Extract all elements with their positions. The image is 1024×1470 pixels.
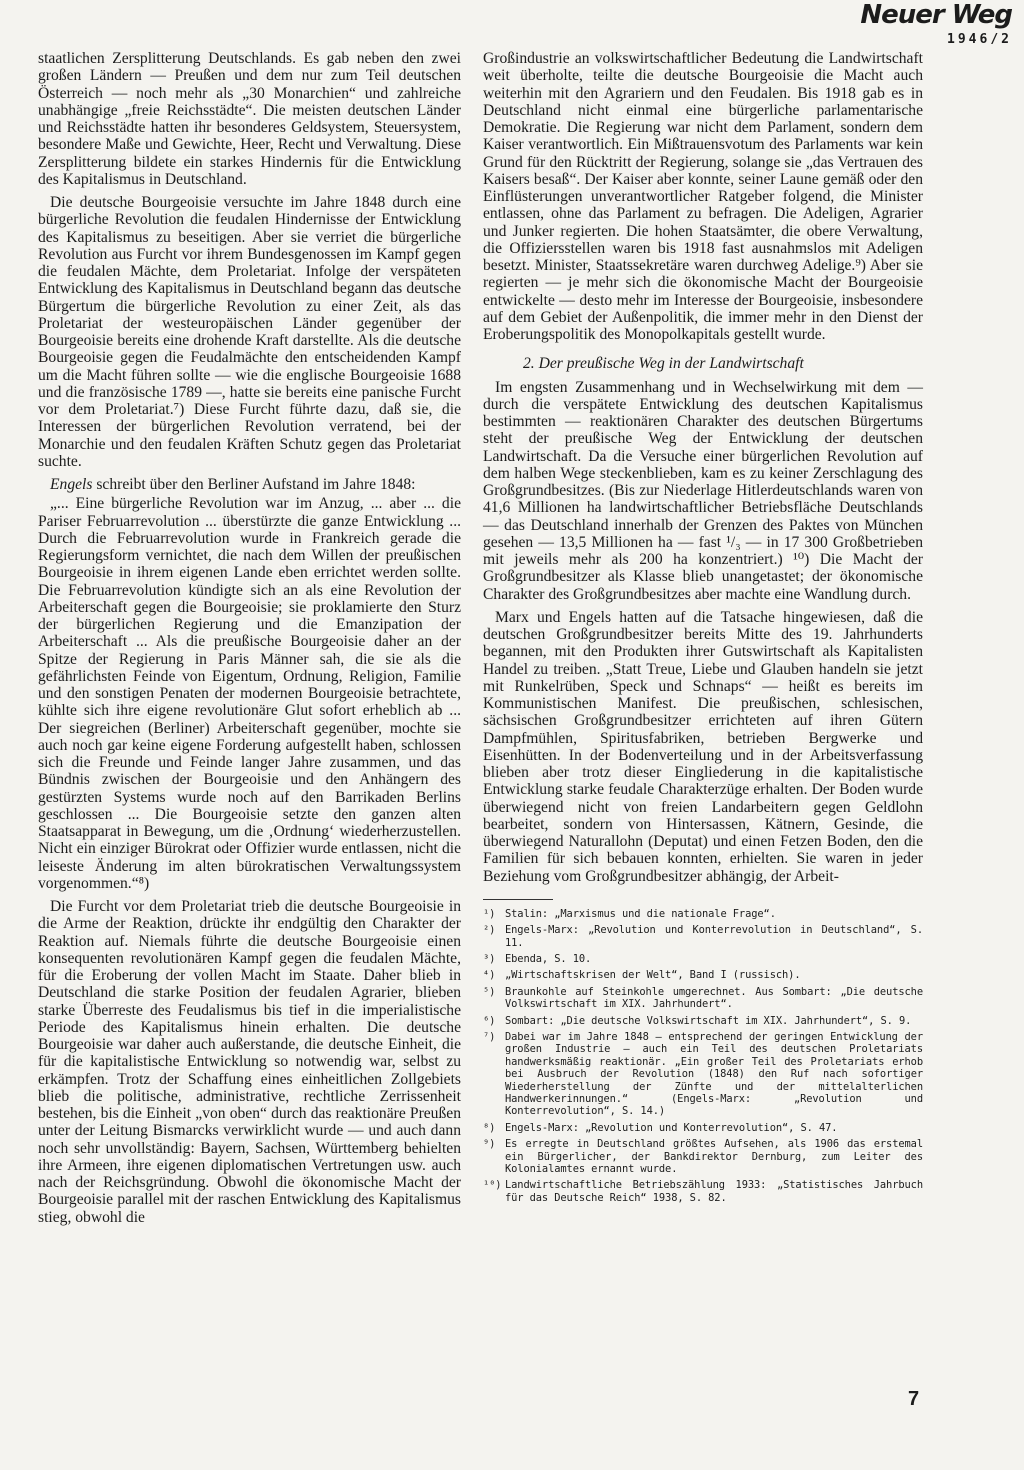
masthead [860,0,1012,47]
footnote-text: Dabei war im Jahre 1848 — entsprechend der geringen Entwicklung der großen Industrie — auch ein Teil des deutschen Proletariats handwerksmäßig reaktionär. „Ein großer Teil des Proletariats erhob bei Ausbruch der Revolution (1848) den Ruf nach sofortiger Wiederherstellung der Zünfte und der mittelalterlichen Handwerkerinnungen.“ (Engels-Marx: „Revolution und Konterrevolution“, S. 14.) [505,1031,923,1118]
left-column [38,50,461,1232]
footnote [483,1138,923,1175]
footnote [483,986,923,1011]
paragraph: staatlichen Zersplitterung Deutschlands. Es gab neben den zwei großen Ländern — Preußen und dem nur zum Teil deutschen Österreich — noch mehr als „30 Monarchien“ und zahlreiche unabhängige „freie Reichsstädte“. Die meisten deutschen Länder und Reichsstädte hatten ihr besonderes Geldsystem, Steuersystem, besondere Maße und Gewichte, Heer, Recht und Verwaltung. Diese Zersplitterung bildete ein starkes Hindernis für die Entwicklung des Kapitalismus in Deutschland. [38,50,461,188]
footnote-mark: ⁶) [483,1014,496,1027]
footnote-mark: ¹⁰) [483,1179,502,1192]
footnote [483,1031,923,1118]
footnote [483,1015,923,1027]
footnote-divider [483,899,553,900]
footnote-text: Sombart: „Die deutsche Volkswirtschaft im XIX. Jahrhundert“, S. 9. [505,1014,912,1027]
author-name: Engels [50,476,93,493]
footnote-mark: ⁴) [483,969,496,982]
footnote-text: Ebenda, S. 10. [505,952,592,965]
footnote-mark: ⁷) [483,1031,496,1043]
footnote-mark: ²) [483,924,496,937]
paragraph: Marx und Engels hatten auf die Tatsache hingewiesen, daß die deutschen Großgrundbesitzer bereits Mitte des 19. Jahrhunderts begannen, mit den Produkten ihrer Gutswirtschaft als Kapitalisten Handel zu treiben. „Statt Treue, Liebe und Glauben handeln sie jetzt mit Runkelrüben, Speck und Schnaps“ — heißt es bereits im Kommunistischen Manifest. Die preußischen, schlesischen, sächsischen Großgrundbesitzer errichteten auf ihren Gütern Dampfmühlen, Spiritusfabriken, betrieben Bergwerke und Eisenhütten. In der Bodenverteilung und in der Arbeitsverfassung blieben aber trotz dieser Eingliederung in die kapitalistische Entwicklung starke feudale Charakterzüge erhalten. Der Boden wurde überwiegend nicht von freien Landarbeitern gegen Geldlohn bearbeitet, sondern von Hintersassen, Kätnern, Gesinde, die überwiegend Naturallohn (Deputat) und einen Fetzen Boden, den die Familien für sich bebauen konnten, erhielten. Sie waren in jeder Beziehung vom Großgrundbesitzer abhängig, der Arbeit- [483,608,923,885]
paragraph: Großindustrie an volkswirtschaftlicher Bedeutung die Landwirtschaft weit überholte, teilte die deutsche Bourgeoisie die Macht auch weiterhin mit den Agrariern und den Feudalen. Bis 1918 gab es in Deutschland nicht einmal eine bürgerliche parlamentarische Demokratie. Die Regierung war nicht dem Parlament, sondern dem Kaiser verantwortlich. Ein Mißtrauensvotum des Parlaments war kein Grund für den Rücktritt der Regierung, solange sie „das Vertrauen des Kaisers besaß“. Der Kaiser aber konnte, seiner Laune gemäß oder den Einflüsterungen unverantwortlicher Ratgeber folgend, die Minister entlassen, ohne das Parlament zu befragen. Die Adeligen, Agrarier und Junker regierten. Die hohen Staatsämter, die obere Verwaltung, die Offiziersstellen waren bis 1918 fast ausnahmslos mit Adeligen besetzt. Minister, Staatssekretäre waren durchweg Adelige.⁹) Aber sie regierten — je mehr sich die ökonomische Macht der Bourgeoisie entwickelte — desto mehr im Interesse der Bourgeoisie, insbesondere auf dem Gebiet der Außenpolitik, die immer mehr in den Dienst der Eroberungspolitik des Monopolkapitals gestellt wurde. [483,50,923,343]
footnote-text: Engels-Marx: „Revolution und Konterrevolution in Deutschland“, S. 11. [505,924,923,949]
footnote [483,924,923,949]
footnotes [483,908,923,1205]
page-number: 7 [908,1388,920,1410]
paragraph: Im engsten Zusammenhang und in Wechselwirkung mit dem — durch die verspätete Entwicklung des deutschen Kapitalismus bestimmten — reaktionären Charakter des deutschen Bürgertums steht der preußische Weg der Entwicklung der deutschen Landwirtschaft. Da die Versuche einer bürgerlichen Revolution auf dem halben Wege steckenblieben, kam es zu keiner Zerschlagung des Großgrundbesitzes. (Bis zur Niederlage Hitlerdeutschlands waren von 41,6 Millionen ha landwirtschaftlicher Betriebsfläche Deutschlands — das Deutschland innerhalb der Grenzen des Paktes von München gesehen — 13,5 Millionen ha — fast ¹/₃ — in 17 300 Großbetrieben mit jeweils mehr als 200 ha konzentriert.) ¹⁰) Die Macht der Großgrundbesitzer als Klasse blieb unangetastet; der ökonomische Charakter des Großgrundbesitzes aber machte eine Wandlung durch. [483,378,923,603]
footnote [483,969,923,981]
footnote [483,953,923,965]
paragraph: Die deutsche Bourgeoisie versuchte im Jahre 1848 durch eine bürgerliche Revolution die feudalen Hindernisse der Entwicklung des Kapitalismus zu beseitigen. Aber sie verriet die bürgerliche Revolution aus Furcht vor ihrem Bundesgenossen im Kampf gegen die feudalen Mächte, dem Proletariat. Infolge der verspäteten Entwicklung des Kapitalismus in Deutschland begann das deutsche Bürgertum die bürgerliche Revolution zu einer Zeit, als das Proletariat der westeuropäischen Länder gegenüber der Bourgeoisie bereits eine drohende Kraft darstellte. Als die deutsche Bourgeoisie gegen die Feudalmächte den entscheidenden Kampf um die Macht führen sollte — wie die englische Bourgeoisie 1688 und die französische 1789 —, hatte sie bereits eine panische Furcht vor dem Proletariat.⁷) Diese Furcht führte dazu, daß sie, die Interessen der bürgerlichen Revolution verratend, bei der Monarchie und den feudalen Kräften Schutz gegen das Proletariat suchte. [38,194,461,470]
paragraph: Die Furcht vor dem Proletariat trieb die deutsche Bourgeoisie in die Arme der Reaktion, drückte ihr endgültig den Charakter der Reaktion auf. Niemals führte die deutsche Bourgeoisie einen konsequenten revolutionären Kampf gegen die feudalen Mächte, für die Eroberung der vollen Macht im Staate. Daher blieb in Deutschland die starke Position der feudalen Agrarier, blieben starke Überreste des Feudalismus bis tief in die imperialistische Periode des Kapitalismus hinein erhalten. Die deutsche Bourgeoisie war daher auch außerstande, die deutsche Einheit, die für die kapitalistische Entwicklung so notwendig war, selbst zu erkämpfen. Trotz der Schaffung eines einheitlichen Zollgebiets blieb die politische, administrative, rechtliche Zerrissenheit bestehen, bis die Einheit „von oben“ durch das reaktionäre Preußen unter der Leitung Bismarcks verwirklicht wurde — und auch dann noch sehr unvollständig: Bayern, Sachsen, Württemberg behielten ihre Armeen, ihre eigenen diplomatischen Vertretungen usw. auch nach der Reichsgründung. Obwohl die ökonomische Macht der Bourgeoisie parallel mit der raschen Entwicklung des Kapitalismus stieg, obwohl die [38,898,461,1226]
footnote-text: Braunkohle auf Steinkohle umgerechnet. Aus Sombart: „Die deutsche Volkswirtschaft im XIX. Jahrhundert“. [505,985,923,1011]
footnote-mark: ⁹) [483,1138,496,1151]
footnote [483,1122,923,1134]
paragraph [38,476,461,493]
footnote [483,1179,923,1204]
footnote-mark: ³) [483,952,496,965]
footnote-text: Landwirtschaftliche Betriebszählung 1933: „Statistisches Jahrbuch für das Deutsche Reich“ 1938, S. 82. [505,1179,923,1204]
footnote-mark: ⁸) [483,1121,496,1134]
right-column [483,50,923,1208]
issue-number: 1946/2 [947,32,1012,47]
section-heading: 2. Der preußische Weg in der Landwirtschaft [523,355,804,373]
footnote-mark: ¹) [483,907,496,920]
footnote-text: Stalin: „Marxismus und die nationale Frage“. [505,907,776,920]
footnote-mark: ⁵) [483,985,496,998]
brand-logo: Neuer Weg [860,0,1012,30]
paragraph-text: schreibt über den Berliner Aufstand im Jahre 1848: [92,476,416,493]
footnote-text: Engels-Marx: „Revolution und Konterrevolution“, S. 47. [505,1121,838,1134]
footnote-text: „Wirtschaftskrisen der Welt“, Band I (russisch). [505,969,801,982]
block-quote: „... Eine bürgerliche Revolution war im Anzug, ... aber ... die Pariser Februarrevolution ... überstürzte die ganze Entwicklung ... Durch die Februarrevolution wurde in Frankreich gerade die Regierungsform vernichtet, die nach dem Willen der preußischen Bourgeoisie in ihrem eigenen Lande eben errichtet werden sollte. Die Februarrevolution kündigte sich an als eine Revolution der Arbeiterschaft gegen die Bourgeoisie; sie proklamierte den Sturz der bürgerlichen Regierung und die Emanzipation der Arbeiterschaft ... Als die preußische Bourgeoisie daher an der Spitze der Regierung in Paris Männer sah, die sie als die gefährlichsten Feinde von Eigentum, Ordnung, Religion, Familie und den sonstigen Penaten der modernen Bourgeoisie betrachtete, kühlte sich ihre eigene revolutionäre Glut sofort erheblich ab ... Der siegreichen (Berliner) Arbeiterschaft gegenüber, mochte sie auch noch gar keine eigene Forderung aufgestellt haben, schlossen sich die Freunde und Feinde langer Jahre zusammen, und das Bündnis zwischen der Bourgeoisie und den Anhängern des gestürzten Systems wurde noch auf den Barrikaden Berlins geschlossen ... Die Bourgeoisie setzte den ganzen alten Staatsapparat in Bewegung, um die ‚Ordnung‘ wiederherzustellen. Nicht ein einziger Bürokrat oder Offizier wurde entlassen, nicht die leiseste Änderung im alten bürokratischen Verwaltungssystem vorgenommen.“⁸) [38,495,461,892]
footnote-text: Es erregte in Deutschland größtes Aufsehen, als 1906 das erstemal ein Bürgerlicher, der Bankdirektor Dernburg, zum Leiter des Kolonialamtes ernannt wurde. [505,1138,923,1176]
footnote [483,908,923,920]
